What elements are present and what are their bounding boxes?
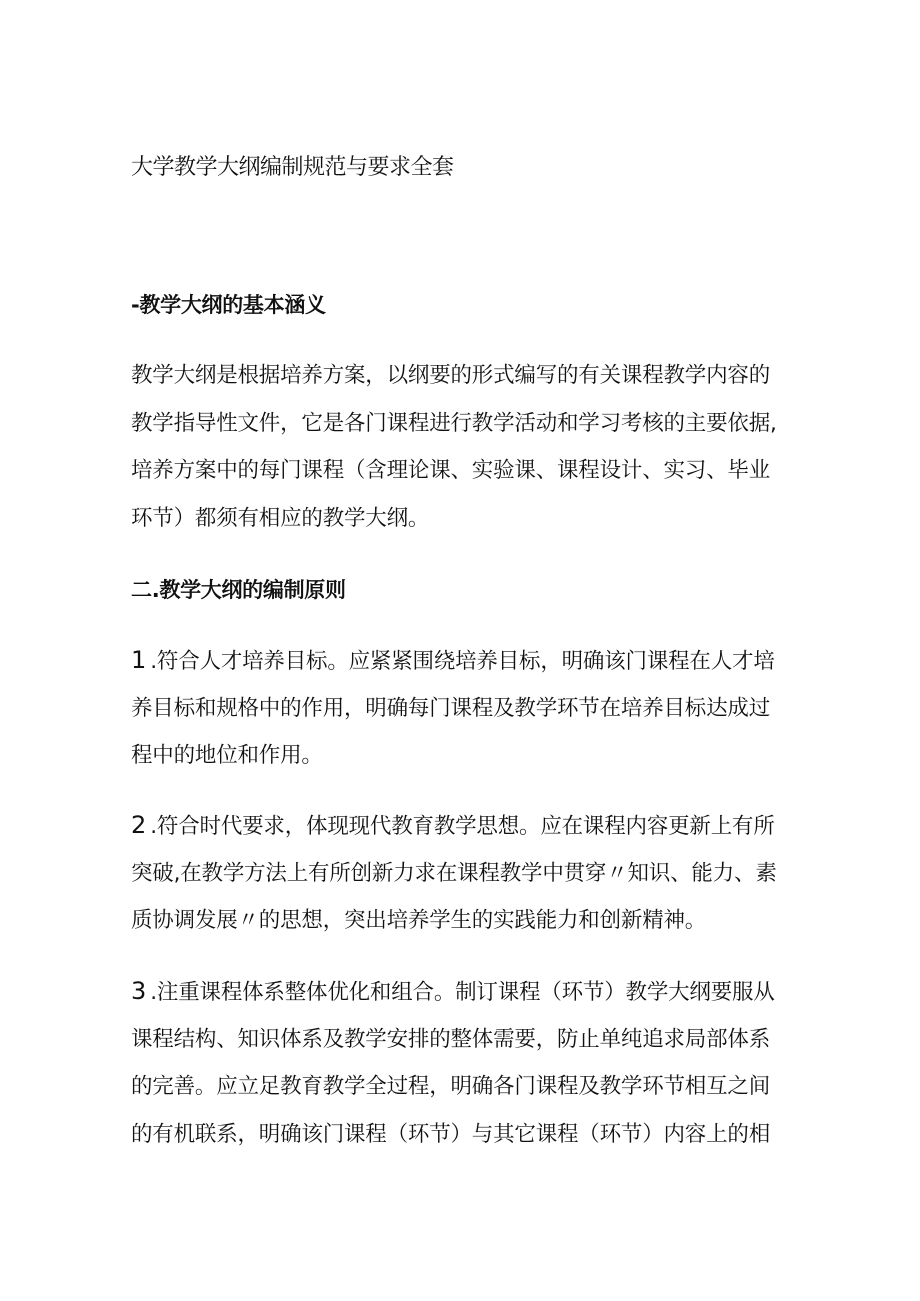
- text-line: [131, 637, 791, 685]
- text-line: 教学大纲是根据培养方案，以纲要的形式编写的有关课程教学内容的: [131, 363, 771, 388]
- item-number: 2: [131, 811, 151, 839]
- principle-item-2: [131, 802, 791, 945]
- text-line: 养目标和规格中的作用，明确每门课程及教学环节在培养目标达成过: [131, 695, 771, 721]
- text-line: 程中的地位和作用。: [131, 743, 323, 768]
- section-heading-basic-meaning: -教学大纲的基本涵义: [131, 293, 326, 317]
- principle-item-3: [131, 968, 791, 1158]
- document-title: 大学教学大纲编制规范与要求全套: [131, 155, 454, 180]
- item-text: .符合人才培养目标。应紧紧围绕培养目标，明确该门课程在人才培: [150, 649, 775, 674]
- section-heading-principles: 二.教学大纲的编制原则: [131, 578, 346, 602]
- item-number: 1: [131, 646, 151, 674]
- text-line: [131, 802, 791, 850]
- item-text: .注重课程体系整体优化和组合。制订课程（环节）教学大纲要服从: [150, 980, 775, 1005]
- text-line: 教学指导性文件，它是各门课程进行教学活动和学习考核的主要依据,: [131, 410, 777, 436]
- item-number: 3: [131, 977, 151, 1005]
- text-line: 质协调发展〃的思想，突出培养学生的实践能力和创新精神。: [131, 908, 707, 933]
- text-line: 课程结构、知识体系及教学安排的整体需要，防止单纯追求局部体系: [131, 1026, 771, 1052]
- text-line: 的完善。应立足教育教学全过程，明确各门课程及教学环节相互之间: [131, 1074, 771, 1099]
- principle-item-1: [131, 637, 791, 780]
- paragraph-basic-meaning: [131, 352, 791, 542]
- text-line: [131, 968, 791, 1016]
- text-line: 培养方案中的每门课程（含理论课、实验课、课程设计、实习、毕业: [131, 458, 771, 483]
- item-text: .符合时代要求，体现现代教育教学思想。应在课程内容更新上有所: [150, 814, 775, 839]
- text-line: 的有机联系，明确该门课程（环节）与其它课程（环节）内容上的相: [131, 1121, 771, 1147]
- text-line: 环节）都须有相应的教学大纲。: [131, 505, 430, 531]
- text-line: 突破,在教学方法上有所创新力求在课程教学中贯穿〃知识、能力、素: [131, 860, 777, 886]
